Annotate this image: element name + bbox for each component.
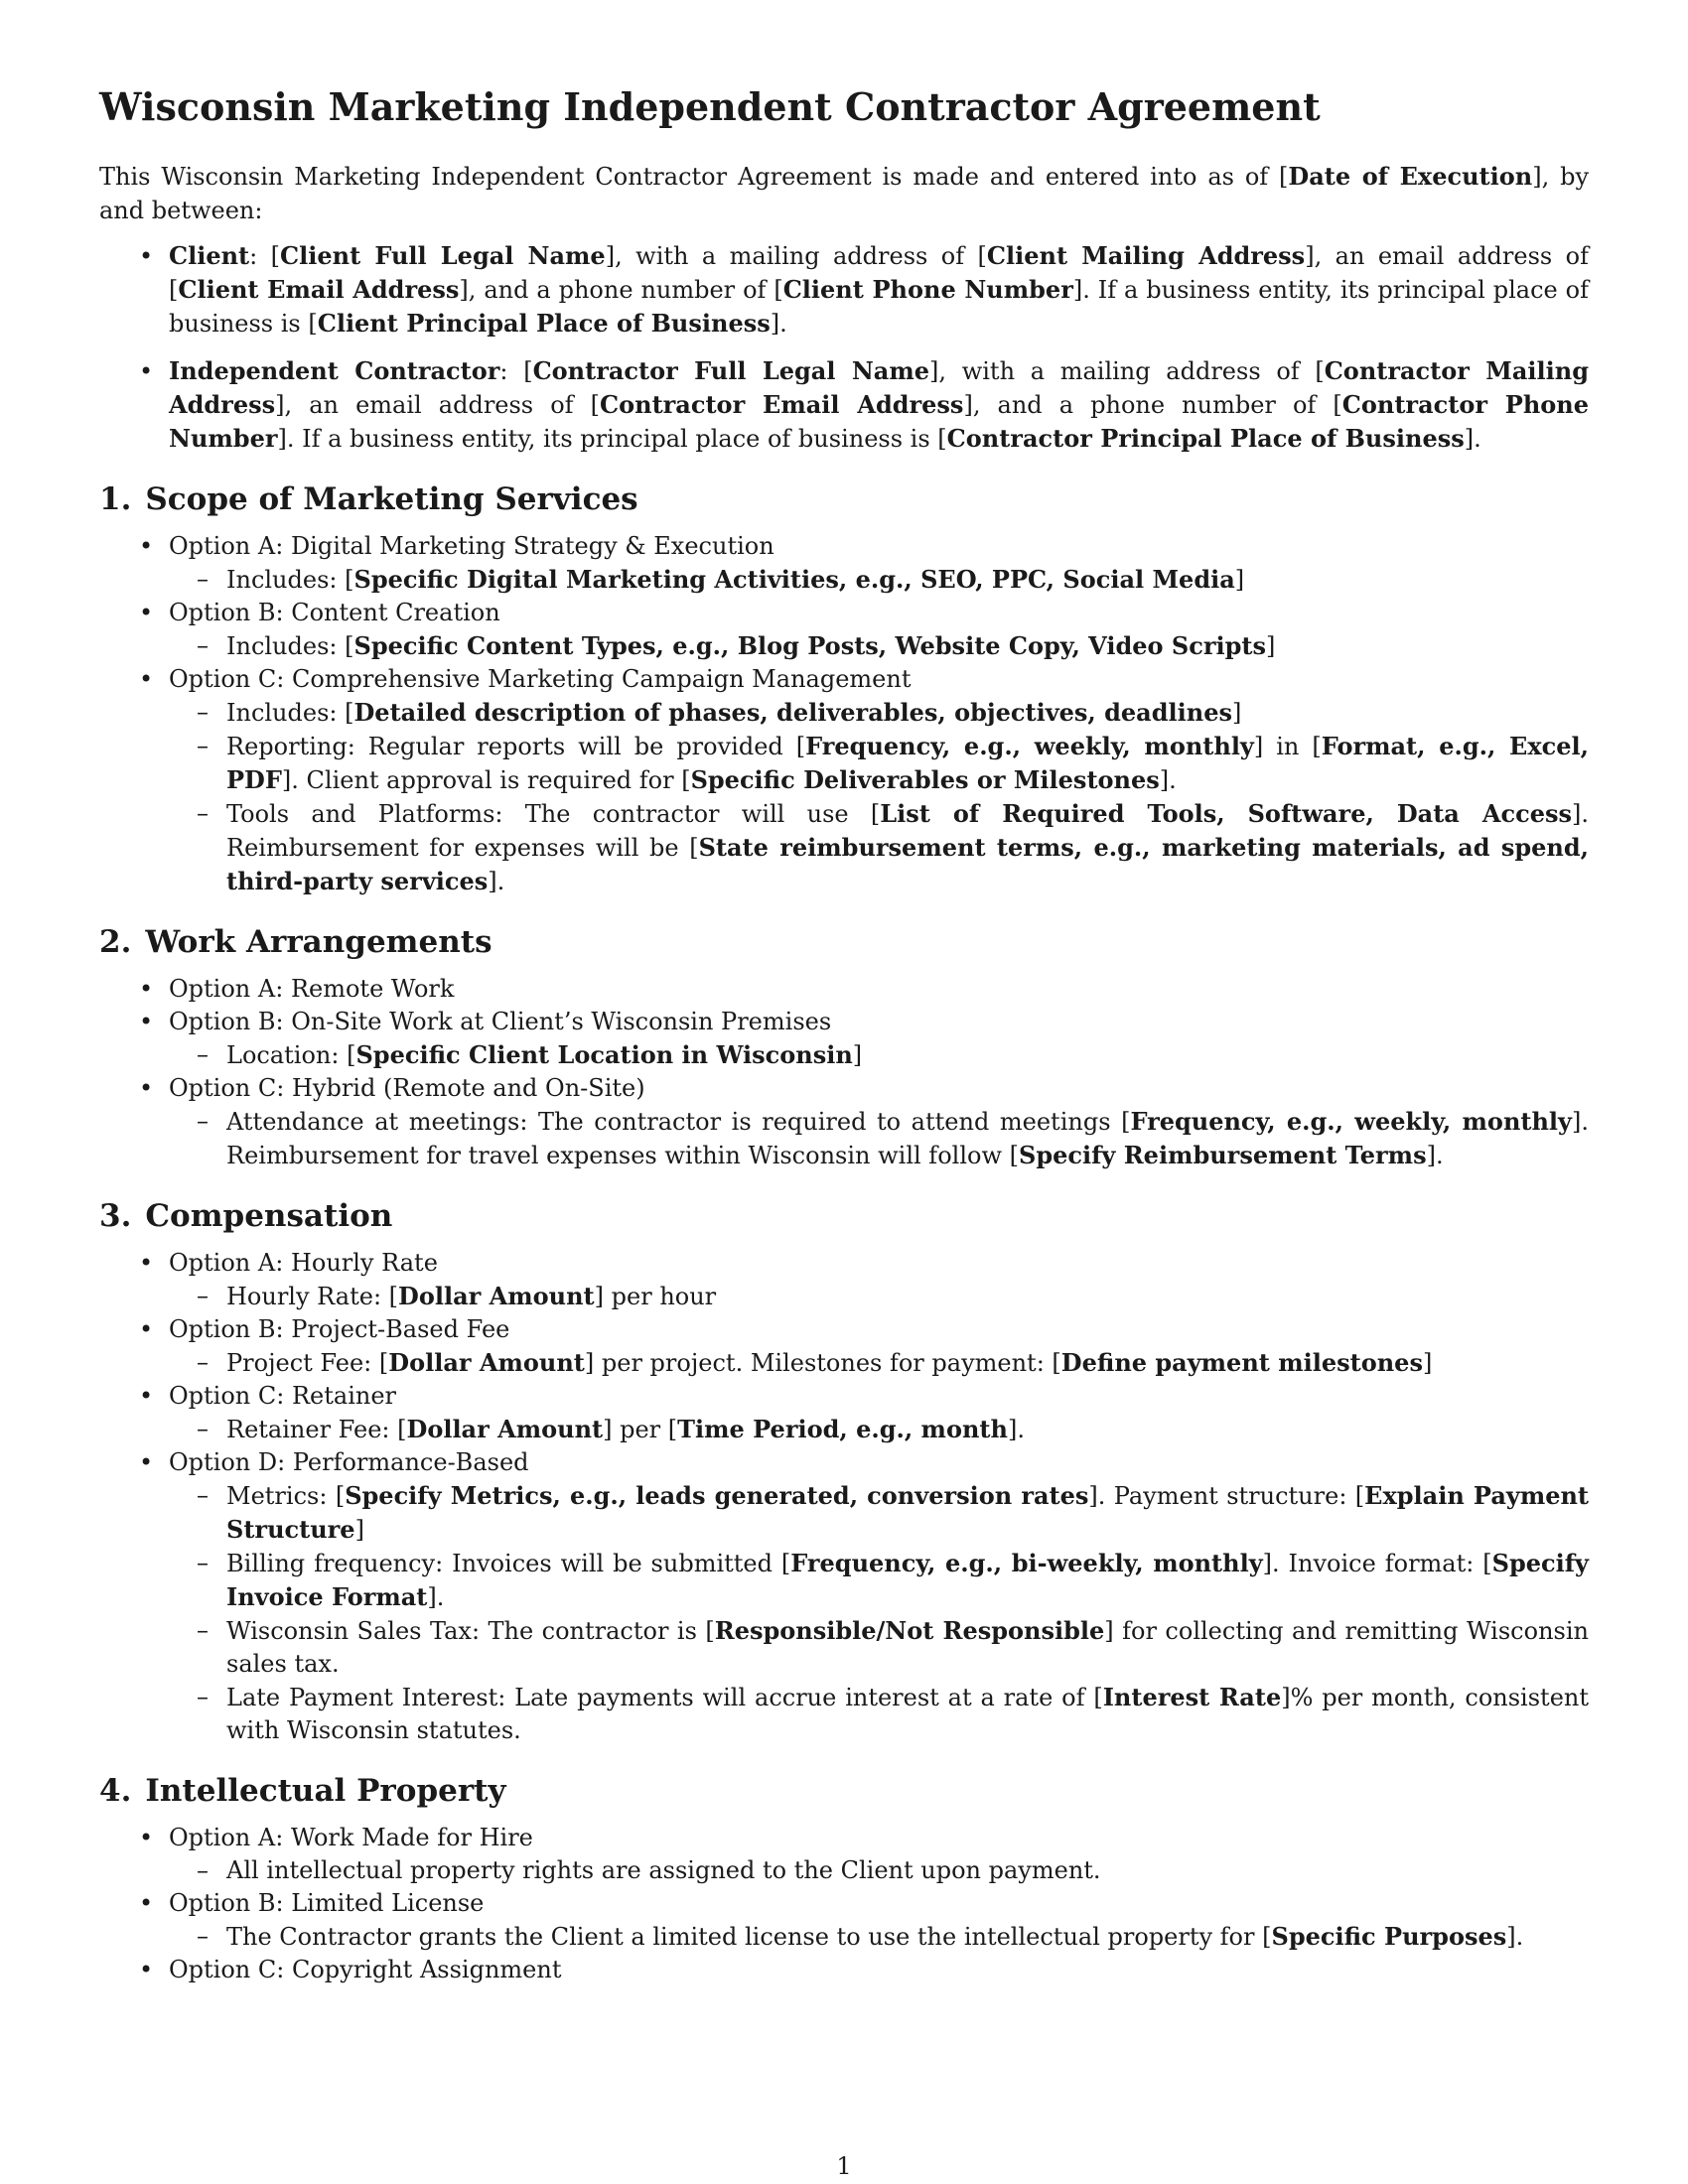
contractor-email-placeholder: Contractor Email Address — [600, 389, 964, 419]
sub-item — [169, 1346, 1589, 1380]
option-label: Option B: On-Site Work at Client’s Wisconsin Premises — [169, 1007, 832, 1035]
text: Includes: [ — [226, 631, 354, 660]
client-phone-placeholder: Client Phone Number — [782, 274, 1073, 304]
option-label: Option C: Comprehensive Marketing Campaign Management — [169, 664, 912, 693]
section-title: Scope of Marketing Services — [145, 480, 638, 517]
text: ]. Invoice format: [ — [1262, 1550, 1492, 1578]
section-number: 1. — [99, 480, 132, 517]
placeholder: Specify Invoice Format — [226, 1549, 1589, 1612]
list-item — [99, 1822, 1589, 1887]
text: ]. — [1159, 765, 1177, 794]
text: ] per hour — [594, 1283, 717, 1311]
text: Late Payment Interest: Late payments will accrue interest at a rate of [ — [226, 1684, 1103, 1712]
placeholder: Specific Content Types, e.g., Blog Posts, Website Copy, Video Scripts — [353, 630, 1266, 660]
list-item — [99, 1954, 1589, 1986]
options-list — [99, 1822, 1589, 1986]
list-item — [99, 1887, 1589, 1954]
text: : [ — [249, 241, 281, 270]
text: Project Fee: [ — [226, 1349, 389, 1378]
text: ]% per month, consistent with Wisconsin statutes. — [226, 1684, 1589, 1745]
client-name-placeholder: Client Full Legal Name — [280, 240, 606, 270]
text: Wisconsin Sales Tax: The contractor is [ — [226, 1617, 715, 1646]
client-place-placeholder: Client Principal Place of Business — [317, 308, 771, 338]
party-client — [99, 239, 1589, 341]
section-title: Intellectual Property — [145, 1773, 506, 1810]
option-label: Option A: Work Made for Hire — [169, 1824, 533, 1852]
options-list — [99, 1247, 1589, 1747]
option-label: Option A: Digital Marketing Strategy & Execution — [169, 531, 774, 560]
text: ], and a phone number of [ — [963, 390, 1342, 419]
intro-text: This Wisconsin Marketing Independent Contractor Agreement is made and entered into as of [ — [99, 162, 1289, 191]
option-label: Option D: Performance-Based — [169, 1448, 529, 1477]
section-heading — [99, 1198, 1589, 1235]
text: ] — [1234, 565, 1245, 594]
list-item — [99, 530, 1589, 597]
text: ]. Reimbursement for expenses will be [ — [226, 799, 1589, 862]
sub-item — [169, 629, 1589, 663]
sub-item — [169, 1413, 1589, 1446]
intro-text: ], by and between: — [99, 162, 1590, 224]
option-label: Option C: Hybrid (Remote and On-Site) — [169, 1073, 645, 1102]
placeholder: Define payment milestones — [1060, 1348, 1423, 1378]
document-page — [99, 84, 1589, 1986]
placeholder: Interest Rate — [1102, 1683, 1282, 1712]
section-title: Work Arrangements — [145, 923, 492, 960]
placeholder: Frequency, e.g., weekly, monthly — [805, 731, 1254, 760]
sub-list — [169, 563, 1589, 597]
client-mailing-placeholder: Client Mailing Address — [986, 240, 1306, 270]
text: ] — [1422, 1349, 1433, 1378]
sub-item — [169, 1681, 1589, 1747]
list-item — [99, 663, 1589, 898]
text: ], with a mailing address of [ — [605, 241, 987, 270]
placeholder: Format, e.g., Excel, PDF — [226, 731, 1589, 794]
text: ]. Reimbursement for travel expenses within Wisconsin will follow [ — [226, 1107, 1589, 1169]
sub-item — [169, 1547, 1589, 1614]
section-scope — [99, 481, 1589, 898]
contractor-place-placeholder: Contractor Principal Place of Business — [946, 423, 1465, 453]
placeholder: Specific Client Location in Wisconsin — [355, 1039, 853, 1069]
text: ] — [852, 1040, 863, 1069]
sub-item — [169, 797, 1589, 898]
text: Billing frequency: Invoices will be submitted [ — [226, 1550, 791, 1578]
placeholder: Specific Purposes — [1271, 1922, 1507, 1952]
date-of-execution-placeholder: Date of Execution — [1288, 161, 1533, 191]
option-label: Option B: Content Creation — [169, 598, 500, 626]
section-work-arrangements — [99, 924, 1589, 1172]
section-heading — [99, 1773, 1589, 1810]
text: ]. — [1426, 1141, 1444, 1169]
text: ]. If a business entity, its principal place of business is [ — [277, 424, 947, 453]
text: : [ — [499, 356, 533, 385]
sub-list — [169, 629, 1589, 663]
sub-list — [169, 696, 1589, 898]
text: ] — [354, 1516, 364, 1545]
sub-list — [169, 1413, 1589, 1446]
parties-list — [99, 239, 1589, 456]
page-number: 1 — [836, 2152, 852, 2180]
text: Reporting: Regular reports will be provided [ — [226, 732, 806, 760]
text: ], an email address of [ — [275, 390, 601, 419]
text: ], with a mailing address of [ — [929, 356, 1325, 385]
section-heading — [99, 924, 1589, 961]
placeholder: Specific Digital Marketing Activities, e.g., SEO, PPC, Social Media — [353, 564, 1235, 594]
text: ]. — [1007, 1416, 1025, 1444]
option-label: Option C: Retainer — [169, 1382, 397, 1411]
contractor-phone-placeholder: Contractor Phone Number — [169, 389, 1590, 453]
list-item — [99, 1380, 1589, 1446]
sub-item — [169, 1479, 1589, 1547]
placeholder: Explain Payment Structure — [226, 1481, 1590, 1545]
placeholder: Time Period, e.g., month — [677, 1415, 1008, 1444]
client-email-placeholder: Client Email Address — [178, 274, 460, 304]
text: ]. If a business entity, its principal place of business is [ — [169, 275, 1589, 338]
text: ]. — [488, 867, 505, 895]
list-item — [99, 973, 1589, 1006]
text: Includes: [ — [226, 565, 354, 594]
option-label: Option B: Project-Based Fee — [169, 1315, 510, 1344]
text: ], and a phone number of [ — [459, 275, 783, 304]
text: Hourly Rate: [ — [226, 1283, 399, 1311]
text: The Contractor grants the Client a limited license to use the intellectual property for [ — [226, 1923, 1272, 1952]
text: ]. — [1464, 424, 1481, 453]
placeholder: Responsible/Not Responsible — [714, 1616, 1105, 1646]
options-list — [99, 530, 1589, 898]
list-item — [99, 1072, 1589, 1172]
list-item — [99, 1006, 1589, 1072]
sub-item — [169, 1038, 1589, 1072]
list-item — [99, 1247, 1589, 1313]
option-label: Option C: Copyright Assignment — [169, 1956, 562, 1984]
section-title: Compensation — [145, 1197, 393, 1234]
placeholder: Dollar Amount — [398, 1282, 595, 1311]
sub-list — [169, 1346, 1589, 1380]
placeholder: Specific Deliverables or Milestones — [690, 764, 1160, 794]
section-heading — [99, 481, 1589, 518]
text: ]. — [1506, 1923, 1524, 1952]
sub-list — [169, 1280, 1589, 1313]
sub-list — [169, 1105, 1589, 1172]
option-label: Option A: Remote Work — [169, 974, 455, 1003]
text: ]. Payment structure: [ — [1088, 1482, 1365, 1511]
section-number: 2. — [99, 923, 132, 960]
sub-item: – All intellectual property rights are assigned to the Client upon payment. — [169, 1854, 1589, 1887]
text: Includes: [ — [226, 698, 354, 727]
sub-item — [169, 1105, 1589, 1172]
sub-list — [169, 1854, 1589, 1887]
sub-item — [169, 1920, 1589, 1954]
list-item — [99, 1313, 1589, 1380]
text: ] — [1231, 698, 1242, 727]
placeholder: Specify Metrics, e.g., leads generated, conversion rates — [345, 1481, 1089, 1511]
intro-paragraph — [99, 160, 1589, 227]
sub-list — [169, 1038, 1589, 1072]
list-item — [99, 1446, 1589, 1747]
section-number: 3. — [99, 1197, 132, 1234]
client-label: Client — [169, 240, 250, 270]
placeholder: Dollar Amount — [388, 1348, 585, 1378]
placeholder: State reimbursement terms, e.g., marketing materials, ad spend, third-party services — [226, 832, 1589, 895]
text: Metrics: [ — [226, 1482, 346, 1511]
section-compensation — [99, 1198, 1589, 1747]
text: ] for collecting and remitting Wisconsin sales tax. — [226, 1617, 1589, 1679]
text: Tools and Platforms: The contractor will use [ — [226, 799, 881, 828]
text: ] in [ — [1253, 732, 1322, 760]
text: ]. Client approval is required for [ — [281, 765, 691, 794]
sub-item — [169, 696, 1589, 730]
sub-list — [169, 1920, 1589, 1954]
section-intellectual-property — [99, 1773, 1589, 1986]
list-item — [99, 597, 1589, 663]
sub-item — [169, 1280, 1589, 1313]
sub-item — [169, 1614, 1589, 1681]
placeholder: Dollar Amount — [406, 1415, 604, 1444]
option-label: Option B: Limited License — [169, 1889, 485, 1918]
sub-list — [169, 1479, 1589, 1747]
text: Attendance at meetings: The contractor is required to attend meetings [ — [226, 1107, 1131, 1136]
text: ], an email address of [ — [169, 241, 1589, 304]
placeholder: Specify Reimbursement Terms — [1018, 1140, 1427, 1169]
placeholder: Frequency, e.g., bi-weekly, monthly — [790, 1549, 1263, 1578]
text: ] — [1265, 631, 1276, 660]
contractor-name-placeholder: Contractor Full Legal Name — [532, 355, 930, 385]
party-contractor — [99, 354, 1589, 456]
option-label: Option A: Hourly Rate — [169, 1249, 438, 1278]
text: ]. — [770, 309, 787, 338]
text: ] per project. Milestones for payment: [ — [584, 1349, 1061, 1378]
text: ]. — [427, 1583, 445, 1612]
sub-item — [169, 730, 1589, 797]
text: Retainer Fee: [ — [226, 1416, 407, 1444]
section-number: 4. — [99, 1773, 132, 1810]
text: ] per [ — [603, 1416, 678, 1444]
placeholder: List of Required Tools, Software, Data Access — [880, 798, 1572, 828]
contractor-label: Independent Contractor — [169, 355, 500, 385]
contractor-mailing-placeholder: Contractor Mailing Address — [169, 355, 1590, 419]
options-list — [99, 973, 1589, 1172]
placeholder: Detailed description of phases, deliverables, objectives, deadlines — [353, 697, 1232, 727]
sub-item — [169, 563, 1589, 597]
document-title: Wisconsin Marketing Independent Contractor Agreement — [99, 84, 1321, 129]
placeholder: Frequency, e.g., weekly, monthly — [1130, 1106, 1572, 1136]
text: Location: [ — [226, 1040, 356, 1069]
